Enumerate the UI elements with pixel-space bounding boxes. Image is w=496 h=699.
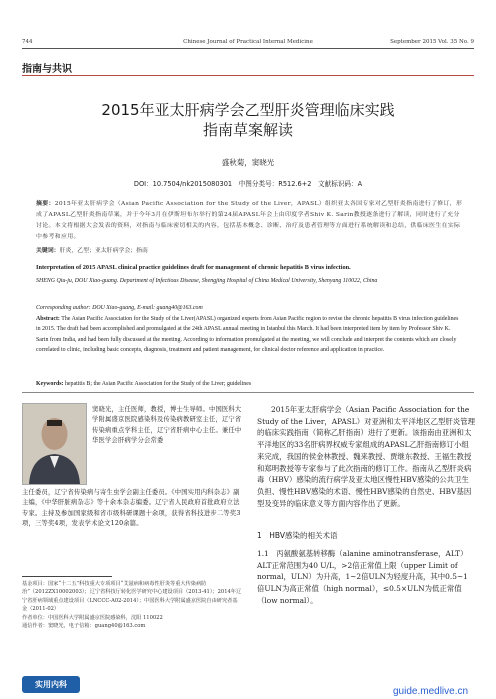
english-authors: SHENG Qiu-ju, DOU Xiao-guang. Department of Infectious Disease, Shengjing Hospital of China Medical University, Shenyang 110022, China xyxy=(36,278,378,284)
footnote-rule xyxy=(22,576,112,577)
abstract-cn-text: 2015年亚太肝病学会（Asian Pacific Association for the Study of the Liver，APASL）组织亚太各国专家对乙型肝炎指南进行了修订，形成了APASL乙型肝炎指南草案，并于今年3月在伊斯坦布尔举行的第24届APASL年会上由印度学者Shiv K. Sarin教授逐条进行了解读，同时进行了充分讨论。本文将根据大会发表的资料，对指南与临床密切相关的内容，包括基本概念、诊断、治疗及患者管理等方面进行系统解读和总结，供临床医生在实际中参考和应用。 xyxy=(36,201,463,240)
footnote-unit: 作者单位：中国医科大学附属盛京医院感染科，沈阳 110022 xyxy=(22,614,163,621)
english-abstract xyxy=(36,314,464,355)
watermark-link[interactable]: guide.medlive.cn xyxy=(393,686,469,697)
column-label: 指南与共识 xyxy=(22,64,72,75)
footnote-corresponding: 通信作者：窦晓光，电子信箱：guang40@163.com xyxy=(22,623,146,630)
running-header xyxy=(22,36,474,49)
abstract-cn xyxy=(36,199,464,243)
journal-logo: 实用内科 xyxy=(22,676,80,693)
author-bio-short: 窦晓光，主任医师，教授，博士生导师。中国医科大学附属盛京医院感染科及传染病教研室主任，辽宁省传染病重点学科主任，辽宁省肝病中心主任。兼任中华医学会肝病学分会常委 xyxy=(92,406,242,444)
column-rule xyxy=(22,75,474,76)
journal-name: Chinese Journal of Practical Internal Medicine xyxy=(183,39,313,45)
keywords-cn-label: 关键词： xyxy=(36,247,60,254)
article-title-line2: 指南草案解读 xyxy=(202,121,293,139)
author-photo xyxy=(22,403,87,485)
english-abstract-text: The Asian Pacific Association for the Study of the Liver(APASL) organized experts from Asian Pacific region to revise the chronic hepatitis B virus infection guidelines in 2015. The draft had been accomplished and promulgated at the 24th APASL annual meeting in Istanbul this March. It had been interpreted item by item by Professor Shiv K. Sarin from India, and had been fully discussed at the meeting. According to information promulgated at the meeting, we will conclude and interpret the contents which are closely correlated to clinic, including basic concepts, diagnosis, treatment and patient management, for clinical doctor reference and application in practice. xyxy=(36,316,459,353)
body-paragraph-1: 2015年亚太肝病学会（Asian Pacific Association for the Study of the Liver，APASL）对亚洲和太平洋地区乙型肝炎管理的临床实践指南（简称乙肝指南）进行了更新。该指南由亚洲和太平洋地区的33名肝病界权威专家组成的APASL乙肝指南修订小组来完成，我国的侯金林教授、魏来教授、贾继东教授、王福生教授和郑明教授等专家参与了此次指南的修订工作。指南从乙型肝炎病毒（HBV）感染的流行病学及亚太地区慢性HBV感染的公共卫生负担、慢性HBV感染的术语、慢性HBV感染的自然史、HBV基因型及变异的临床意义等方面内容作出了更新。 xyxy=(257,405,475,508)
footnote-fund: 基金项目：国家“十二五”科技重大专项项目“艾滋病和病毒性肝炎等重大传染病防治”（2012ZX10002003）；辽宁省科技厅转化医学研究中心建设项目（2013-41）；2014年辽宁省肝病领域重点建设项目（LNCCC-A02-2014）；中国医科大学附属盛京医院自由研究者基金（2011-02） xyxy=(22,581,242,613)
english-keywords-label: Keywords: xyxy=(36,381,64,387)
article-title-line1: 2015年亚太肝病学会乙型肝炎管理临床实践 xyxy=(101,101,395,119)
section-heading: 1 HBV感染的相关术语 xyxy=(257,531,338,540)
keywords-cn xyxy=(36,245,464,254)
english-abstract-label: Abstract: xyxy=(36,316,60,322)
footnotes xyxy=(22,580,242,630)
author-portrait-icon xyxy=(23,404,86,484)
doi-line: DOI：10.7504/nk2015080301 中图分类号：R512.6+2 文献标识码：A xyxy=(133,180,363,188)
abstract-cn-label: 摘要： xyxy=(36,201,55,207)
english-keywords xyxy=(36,381,464,387)
section-divider xyxy=(22,392,474,393)
page-number: 744 xyxy=(22,39,33,45)
keywords-cn-text: 肝炎，乙型；亚太肝病学会；指南 xyxy=(59,248,148,254)
english-corresponding: Corresponding author: DOU Xiao-guang, E-mail: guang40@163.com xyxy=(36,305,203,311)
english-title: Interpretation of 2015 APASL clinical practice guidelines draft for management of chronic hepatitis B virus infection. xyxy=(36,264,351,271)
english-keywords-text: hepatitis B; the Asian Pacific Association for the Study of the Liver; guidelines xyxy=(64,381,252,387)
subsection-1-1: 1.1 丙氨酸氨基转移酶（alanine aminotransferase，ALT） ALT正常范围为40 U/L，>2倍正常值上限（upper Limit of normal，ULN）为升高，1~2倍ULN为轻度升高，其中0.5~1倍ULN为高正常值（high normal），≤0.5×ULN为低正常值（low normal）。 xyxy=(257,549,472,605)
author-bio-full: 主任委员，辽宁省传染病与寄生虫学会副主任委员。《中国实用内科杂志》副主编，《中华肝脏病杂志》等十余本杂志编委。辽宁省人民政府首批政府立法专家。主持及参加国家级和省市级科研课题十余项，获得省科技进步二等奖3项，三等奖4项，发表学术论文120余篇。 xyxy=(22,489,241,527)
authors: 盛秋菊，窦晓光 xyxy=(221,158,275,167)
issue-info: September 2015 Vol. 35 No. 9 xyxy=(390,39,474,45)
